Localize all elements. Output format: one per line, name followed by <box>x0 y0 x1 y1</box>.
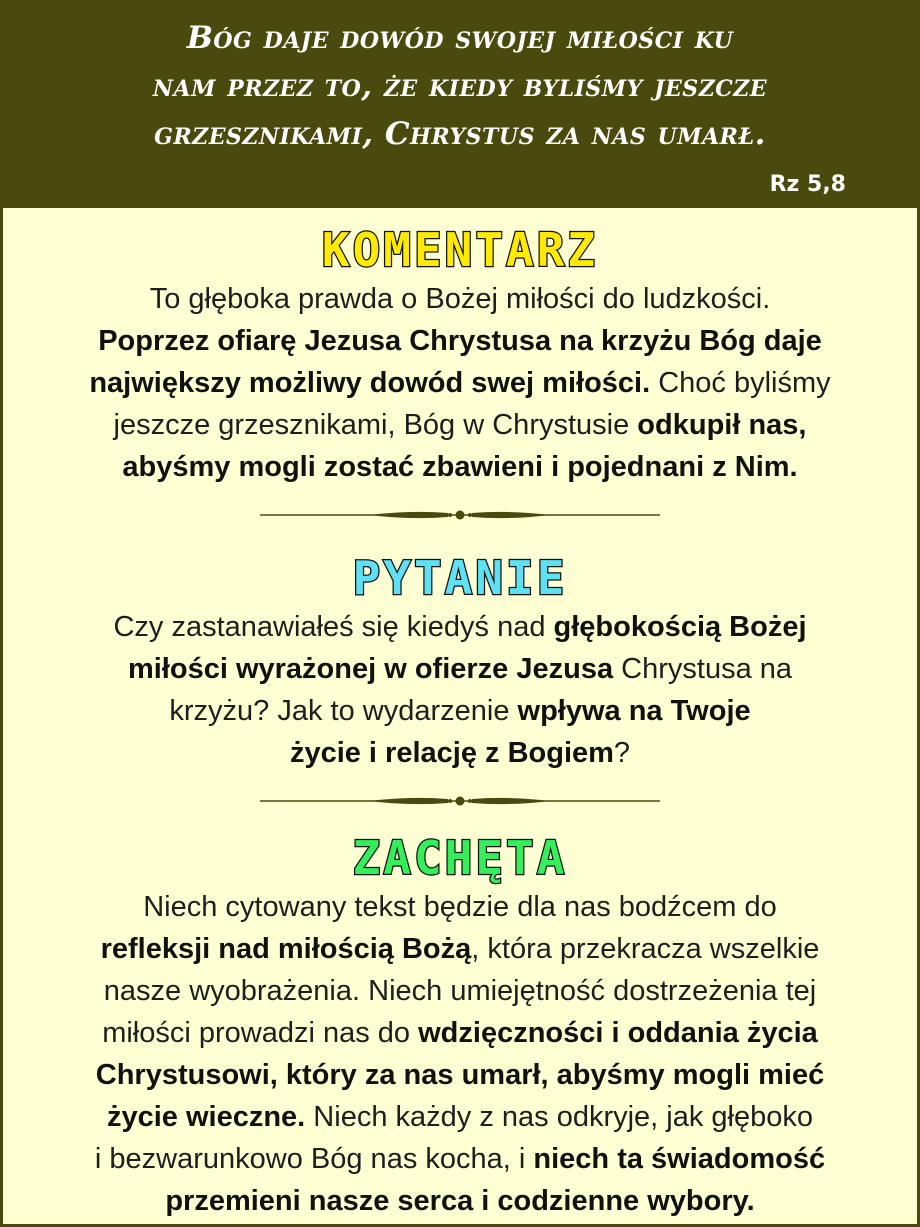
pytanie-line <box>11 606 909 648</box>
komentarz-body <box>11 278 909 488</box>
zacheta-line <box>11 1054 909 1096</box>
pytanie-body <box>11 606 909 774</box>
verse-line-1: Bóg daje dowód swojej miłości ku <box>186 20 734 56</box>
zacheta-line <box>11 928 909 970</box>
text: i bezwarunkowo Bóg nas kocha, i <box>94 1143 534 1175</box>
text: krzyżu? Jak to wydarzenie <box>169 695 518 727</box>
verse-line-2: nam przez to, że kiedy byliśmy jeszcze <box>152 68 768 104</box>
zacheta-body <box>11 886 909 1222</box>
pytanie-line <box>11 732 909 774</box>
komentarz-line <box>11 362 909 404</box>
zacheta-line <box>11 886 909 928</box>
bold-text: Chrystusowi, który za nas umarł, abyśmy mogli mieć <box>95 1059 825 1091</box>
verse-header <box>0 0 920 208</box>
zacheta-line <box>11 1180 909 1222</box>
text: Chrystusa na <box>613 653 793 685</box>
bold-text: refleksji nad miłością Bożą <box>100 933 472 965</box>
bold-text: odkupił nas, <box>637 409 807 441</box>
komentarz-line <box>11 446 909 488</box>
text: nasze wyobrażenia. Niech umiejętność dostrzeżenia tej <box>103 975 817 1007</box>
bold-text: wpływa na Twoje <box>517 695 751 727</box>
bold-text: głębokością Bożej <box>553 611 807 643</box>
komentarz-line <box>11 278 909 320</box>
pytanie-line <box>11 690 909 732</box>
text: ? <box>613 737 631 769</box>
zacheta-line <box>11 970 909 1012</box>
zacheta-line <box>11 1012 909 1054</box>
zacheta-line <box>11 1138 909 1180</box>
ornament-divider <box>260 792 660 810</box>
komentarz-line <box>11 404 909 446</box>
text: Niech każdy z nas odkryje, jak głęboko <box>305 1101 814 1133</box>
zacheta-line <box>11 1096 909 1138</box>
text: miłości prowadzi nas do <box>102 1017 419 1049</box>
bold-text: życie wieczne. <box>106 1101 306 1133</box>
text: , która przekracza wszelkie <box>471 933 820 965</box>
pytanie-line <box>11 648 909 690</box>
ornament-divider <box>260 506 660 524</box>
verse-line-3: grzesznikami, Chrystus za nas umarł. <box>154 116 766 152</box>
bold-text: miłości wyrażonej w ofierze Jezusa <box>127 653 614 685</box>
komentarz-line <box>11 320 909 362</box>
verse-reference: Rz 5,8 <box>769 172 846 197</box>
zacheta-title: ZACHĘTA <box>352 831 568 885</box>
bold-text: życie i relację z Bogiem <box>289 737 614 769</box>
pytanie-title: PYTANIE <box>352 551 568 605</box>
bold-text: przemieni nasze serca i codzienne wybory. <box>165 1185 755 1217</box>
text: Choć byliśmy <box>650 367 831 399</box>
bold-text: abyśmy mogli zostać zbawieni i pojednani z Nim. <box>122 451 798 483</box>
bold-text: największy możliwy dowód swej miłości. <box>89 367 651 399</box>
text: jeszcze grzesznikami, Bóg w Chrystusie <box>113 409 638 441</box>
text: Czy zastanawiałeś się kiedyś nad <box>113 611 554 643</box>
bold-text: wdzięczności i oddania życia <box>418 1017 818 1049</box>
text: Niech cytowany tekst będzie dla nas bodźcem do <box>143 891 777 923</box>
text: To głęboka prawda o Bożej miłości do ludzkości. <box>149 283 771 315</box>
komentarz-title: KOMENTARZ <box>321 223 599 277</box>
bold-text: Poprzez ofiarę Jezusa Chrystusa na krzyżu Bóg daje <box>98 325 822 357</box>
bold-text: niech ta świadomość <box>533 1143 826 1175</box>
